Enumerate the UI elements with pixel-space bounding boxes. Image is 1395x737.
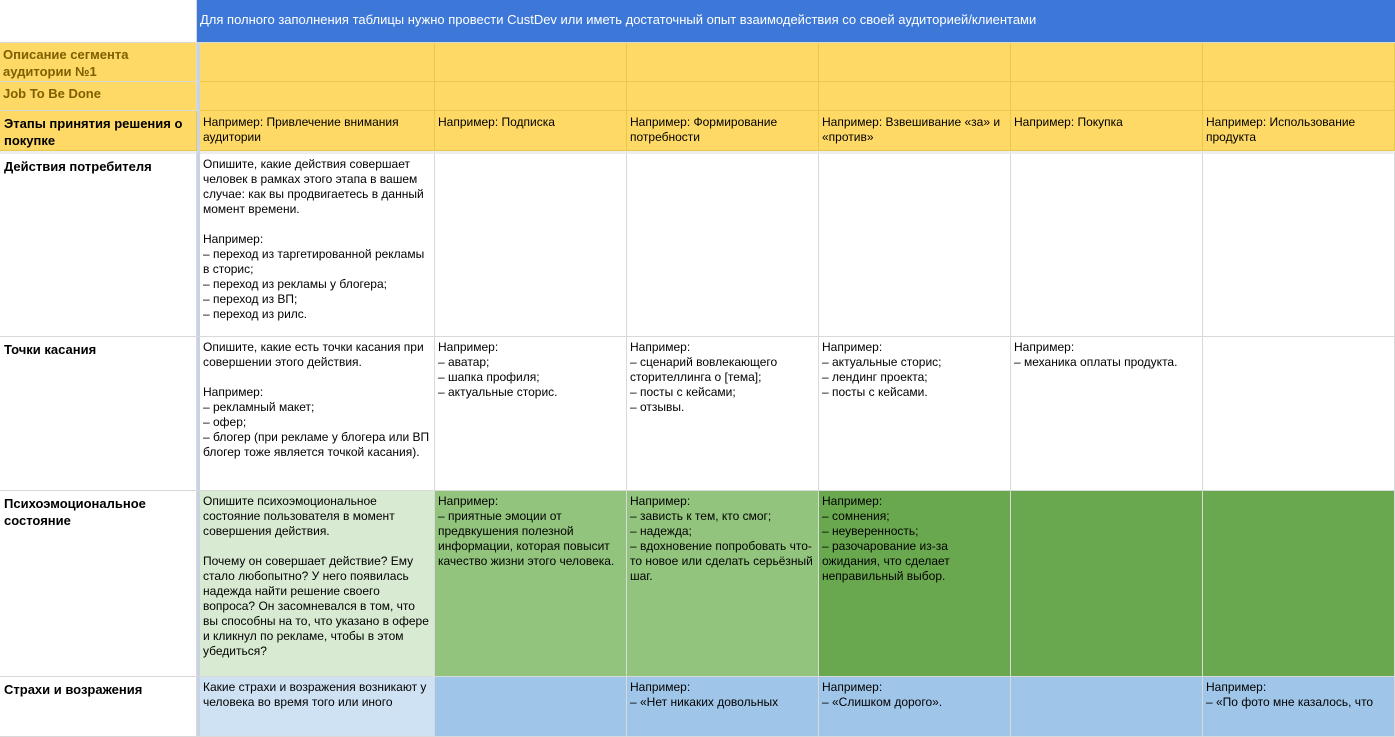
stage-cell[interactable]: Например: Покупка xyxy=(1011,111,1203,151)
row-label-stages[interactable]: Этапы принятия решения о покупке xyxy=(0,111,197,151)
stage-cell[interactable]: Например: Привлечение внимания аудитории xyxy=(200,111,435,151)
emotion-cell[interactable]: Например: – зависть к тем, кто смог; – надежда; – вдохновение попробовать что-то новое или сделать серьёзный шаг. xyxy=(627,491,819,677)
banner-row xyxy=(0,0,1395,43)
emotion-cell[interactable]: Например: – сомнения; – неуверенность; – разочарование из-за ожидания, что сделает неправильный выбор. xyxy=(819,491,1011,677)
touchpoint-cell[interactable] xyxy=(1203,337,1395,491)
action-cell[interactable] xyxy=(435,151,627,337)
stage-cell[interactable]: Например: Использование продукта xyxy=(1203,111,1395,151)
segment-cell[interactable] xyxy=(200,43,435,82)
empty-header-cell[interactable] xyxy=(0,0,197,43)
action-cell[interactable] xyxy=(627,151,819,337)
jtbd-cell[interactable] xyxy=(1203,82,1395,111)
actions-row xyxy=(0,151,1395,337)
row-label-fears[interactable]: Страхи и возражения xyxy=(0,677,197,737)
jtbd-row xyxy=(0,82,1395,111)
segment-cell[interactable] xyxy=(435,43,627,82)
jtbd-cell[interactable] xyxy=(627,82,819,111)
fear-cell[interactable]: Какие страхи и возражения возникают у человека во время того или иного xyxy=(200,677,435,737)
row-label-emotion[interactable]: Психоэмоциональное состояние xyxy=(0,491,197,677)
jtbd-cell[interactable] xyxy=(435,82,627,111)
touchpoint-cell[interactable]: Например: – сценарий вовлекающего сторителлинга о [тема]; – посты с кейсами; – отзывы. xyxy=(627,337,819,491)
banner-cell[interactable]: Для полного заполнения таблицы нужно провести CustDev или иметь достаточный опыт взаимодействия со своей аудиторией/клиентами xyxy=(197,0,1395,43)
segment-cell[interactable] xyxy=(1011,43,1203,82)
segment-cell[interactable] xyxy=(819,43,1011,82)
action-cell[interactable]: Опишите, какие действия совершает человек в рамках этого этапа в вашем случае: как вы продвигаетесь в данный момент времени. Например: – переход из таргетированной рекламы в сторис; – переход из рекламы у блогера; – переход из ВП; – переход из рилс. xyxy=(200,151,435,337)
row-label-touchpoints[interactable]: Точки касания xyxy=(0,337,197,491)
stage-cell[interactable]: Например: Подписка xyxy=(435,111,627,151)
action-cell[interactable] xyxy=(1203,151,1395,337)
stage-cell[interactable]: Например: Взвешивание «за» и «против» xyxy=(819,111,1011,151)
jtbd-cell[interactable] xyxy=(1011,82,1203,111)
segment-row xyxy=(0,43,1395,82)
row-label-jtbd[interactable]: Job To Be Done xyxy=(0,82,197,111)
touchpoints-row xyxy=(0,337,1395,491)
fear-cell[interactable]: Например: – «По фото мне казалось, что xyxy=(1203,677,1395,737)
touchpoint-cell[interactable]: Например: – механика оплаты продукта. xyxy=(1011,337,1203,491)
segment-cell[interactable] xyxy=(1203,43,1395,82)
fears-row xyxy=(0,677,1395,737)
jtbd-cell[interactable] xyxy=(200,82,435,111)
segment-cell[interactable] xyxy=(627,43,819,82)
fear-cell[interactable] xyxy=(1011,677,1203,737)
emotion-row xyxy=(0,491,1395,677)
action-cell[interactable] xyxy=(1011,151,1203,337)
touchpoint-cell[interactable]: Например: – актуальные сторис; – лендинг проекта; – посты с кейсами. xyxy=(819,337,1011,491)
fear-cell[interactable]: Например: – «Нет никаких довольных xyxy=(627,677,819,737)
touchpoint-cell[interactable]: Например: – аватар; – шапка профиля; – актуальные сторис. xyxy=(435,337,627,491)
emotion-cell[interactable]: Например: – приятные эмоции от предвкушения полезной информации, которая повысит качество жизни этого человека. xyxy=(435,491,627,677)
emotion-cell[interactable]: Опишите психоэмоциональное состояние пользователя в момент совершения действия. Почему он совершает действие? Ему стало любопытно? У него появилась надежда найти решение своего вопроса? Он засомневался в том, что вы способны на то, что указано в офере и кликнул по рекламе, чтобы в этом убедиться? xyxy=(200,491,435,677)
jtbd-cell[interactable] xyxy=(819,82,1011,111)
fear-cell[interactable] xyxy=(435,677,627,737)
fear-cell[interactable]: Например: – «Слишком дорого». xyxy=(819,677,1011,737)
row-label-segment[interactable]: Описание сегмента аудитории №1 xyxy=(0,43,197,82)
stage-cell[interactable]: Например: Формирование потребности xyxy=(627,111,819,151)
action-cell[interactable] xyxy=(819,151,1011,337)
row-label-actions[interactable]: Действия потребителя xyxy=(0,151,197,337)
stages-row xyxy=(0,111,1395,151)
emotion-cell[interactable] xyxy=(1203,491,1395,677)
emotion-cell[interactable] xyxy=(1011,491,1203,677)
touchpoint-cell[interactable]: Опишите, какие есть точки касания при совершении этого действия. Например: – рекламный макет; – офер; – блогер (при рекламе у блогера или ВП блогер тоже является точкой касания). xyxy=(200,337,435,491)
